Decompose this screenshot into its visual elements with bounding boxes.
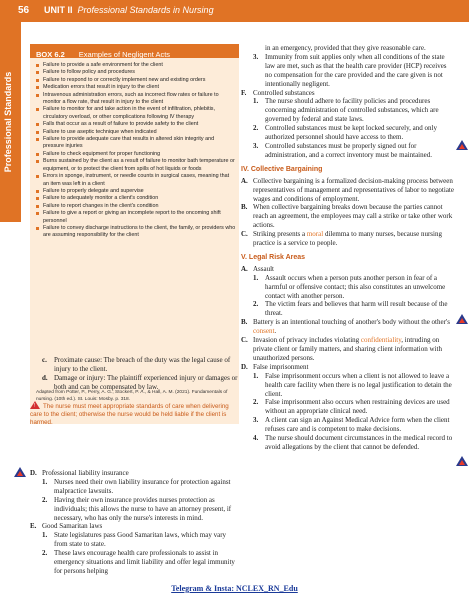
- bullet-icon: [36, 197, 39, 200]
- box-list-item: Failure to provide adequate care that results in altered skin integrity and pressure injuries: [36, 136, 236, 151]
- list-item: c. Proximate cause: The breach of the duty was the legal cause of injury to the client.: [42, 356, 231, 373]
- box-list-item: Falls that occur as a result of failure to provide safety to the client: [36, 121, 236, 128]
- bullet-icon: [36, 138, 39, 141]
- box-list-item: Failure to convey discharge instructions to the client, the family, or providers who are assuming responsibility for the client: [36, 225, 236, 240]
- left-items-cd: [30, 356, 239, 427]
- section-e-good-samaritan: E. Good Samaritan laws: [30, 522, 103, 531]
- priority-pyramid-icon: [14, 467, 26, 477]
- box-title-bar: [30, 44, 239, 58]
- box-list-item: Failure to follow policy and procedures: [36, 69, 236, 76]
- list-item: 2. Controlled substances must be kept locked securely, and only authorized personnel should have access to them.: [253, 124, 437, 142]
- box-list-item: Failure to report changes in the client's condition: [36, 203, 236, 210]
- priority-pyramid-icon: [456, 456, 468, 466]
- section-d-liability: D. Professional liability insurance: [30, 469, 129, 477]
- box-source: Adapted from Potter, P., Perry, A. G., Stockert, P. A., & Hall, A. M. (2021). Fundamentals of nursing. (10th ed.). St. Louis: Mosby. p. 318.: [36, 390, 228, 402]
- box-list-item: Failure to adequately monitor a client's condition: [36, 195, 236, 202]
- bullet-icon: [36, 190, 39, 193]
- unit-heading: [44, 5, 214, 15]
- right-column: [241, 44, 454, 452]
- bullet-icon: [36, 64, 39, 67]
- list-item: C. Striking presents a moral dilemma to many nurses, because nursing practice is a service to people.: [241, 230, 442, 248]
- footer: [0, 584, 469, 593]
- bullet-icon: [36, 71, 39, 74]
- list-item: 2. Having their own insurance provides nurses protection as individuals; this allows the nurse to have an attorney present, if necessary, who has only the nurse's interests in mind.: [42, 495, 232, 522]
- priority-pyramid-icon: [456, 140, 468, 150]
- bullet-icon: [36, 175, 39, 178]
- list-item: 3. A client can sign an Against Medical Advice form when the client refuses care and is competent to make decisions.: [253, 416, 450, 434]
- list-item: B. When collective bargaining breaks down because the parties cannot reach an agreement, the employees may call a strike or take other work actions.: [241, 203, 453, 230]
- list-item: A. Collective bargaining is a formalized decision-making process between representatives of management and representatives of labor to negotiate wages and conditions of employment.: [241, 176, 454, 203]
- box-list-item: Failure to check equipment for proper functioning: [36, 151, 236, 158]
- list-item: 2. These laws encourage health care professionals to assist in emergency situations and limit liability and offer legal immunity for persons helping: [42, 549, 235, 575]
- warning-note: ! The nurse must meet appropriate standards of care when delivering care to the client; otherwise the nurse would be held liable if the client is harmed.: [30, 402, 229, 427]
- bullet-icon: [36, 108, 39, 111]
- section-d-false-imprisonment: D. False imprisonment: [241, 362, 309, 371]
- box-list-item: Errors in sponge, instrument, or needle counts in surgical cases, meaning that an item was left in a client: [36, 173, 236, 188]
- footer-link[interactable]: Telegram & Insta: NCLEX_RN_Edu: [171, 584, 298, 593]
- unit-title: Professional Standards in Nursing: [77, 5, 214, 15]
- bullet-icon: [36, 160, 39, 163]
- left-column: [30, 469, 239, 576]
- list-item: 3. Immunity from suit applies only when all conditions of the state law are met, such as that the health care provider (HCP) receives no compensation for the care provided and the care given is not intentionally negligent.: [253, 52, 447, 88]
- section-f-controlled: F. Controlled substances: [241, 88, 315, 97]
- box-list-item: Failure to monitor for and take action in the event of infiltration, phlebitis, circulatory overload, or other complications following IV therapy: [36, 106, 236, 121]
- box-list-item: Failure to use aseptic technique when indicated: [36, 129, 236, 136]
- side-tab: [0, 22, 21, 222]
- box-list-item: Failure to respond to or correctly implement new and existing orders: [36, 77, 236, 84]
- page-number: 56: [18, 5, 30, 16]
- continued-text: in an emergency, provided that they give reasonable care.: [265, 44, 426, 52]
- bullet-icon: [36, 86, 39, 89]
- bullet-icon: [36, 153, 39, 156]
- box-list-item: Intravenous administration errors, such as incorrect flow rates or failure to monitor a flow rate, that result in injury to the client: [36, 92, 236, 107]
- list-item: 2. The victim fears and believes that harm will result because of the threat.: [253, 300, 448, 318]
- list-item: 1. The nurse should adhere to facility policies and procedures concerning administration of controlled substances, which are governed by federal and state laws.: [253, 97, 439, 124]
- side-tab-label: Professional Standards: [3, 71, 13, 173]
- box-list: [36, 62, 236, 240]
- bullet-icon: [36, 212, 39, 215]
- list-item: 2. False imprisonment also occurs when restraining devices are used without an appropriate clinical need.: [253, 398, 450, 416]
- list-item: 1. False imprisonment occurs when a client is not allowed to leave a health care facility when there is no legal justification to detain the client.: [253, 371, 452, 398]
- box-list-item: Failure to properly delegate and supervise: [36, 188, 236, 195]
- unit-label: UNIT II: [44, 5, 73, 15]
- box-list-item: Medication errors that result in injury to the client: [36, 84, 236, 91]
- box-list-item: Burns sustained by the client as a result of failure to monitor bath temperature or equipment, or to protect the client from spills of hot liquids or foods: [36, 158, 236, 173]
- bullet-icon: [36, 205, 39, 208]
- list-item: 3. Controlled substances must be properly signed out for administration, and a correct inventory must be maintained.: [253, 141, 432, 159]
- page-header: [0, 0, 469, 22]
- priority-pyramid-icon: [456, 314, 468, 324]
- bullet-icon: [36, 131, 39, 134]
- box-number: BOX 6.2: [36, 50, 65, 59]
- warning-triangle-icon: !: [30, 401, 40, 409]
- box-list-item: Failure to provide a safe environment for the client: [36, 62, 236, 69]
- list-item: 1. State legislatures pass Good Samaritan laws, which may vary from state to state.: [42, 531, 227, 549]
- bullet-icon: [36, 94, 39, 97]
- list-item: 1. Assault occurs when a person puts another person in fear of a harmful or offensive contact; this also constitutes an unwelcome contact with another person.: [253, 273, 446, 300]
- section-a-assault: A. Assault: [241, 264, 274, 273]
- bullet-icon: [36, 123, 39, 126]
- heading-legal-risk-areas: V. Legal Risk Areas: [241, 253, 306, 261]
- item-b-battery: B. Battery is an intentional touching of another's body without the other's consent.: [241, 318, 450, 336]
- heading-collective-bargaining: IV. Collective Bargaining: [241, 165, 323, 173]
- item-c-privacy: C. Invasion of privacy includes violating confidentiality, intruding on private client or family matters, and sharing client information with unauthorized persons.: [241, 336, 442, 362]
- bullet-icon: [36, 227, 39, 230]
- list-item: d. Damage or injury: The plaintiff experienced injury or damages or both and can be compensated by law.: [42, 373, 238, 391]
- list-item: 4. The nurse should document circumstances in the medical record to avoid allegations by the client that cannot be defended.: [253, 434, 453, 451]
- box-list-item: Failure to give a report or giving an incomplete report to the oncoming shift personnel: [36, 210, 236, 225]
- box-title: Examples of Negligent Acts: [78, 50, 171, 59]
- list-item: 1. Nurses need their own liability insurance for protection against malpractice lawsuits.: [42, 477, 231, 495]
- bullet-icon: [36, 79, 39, 82]
